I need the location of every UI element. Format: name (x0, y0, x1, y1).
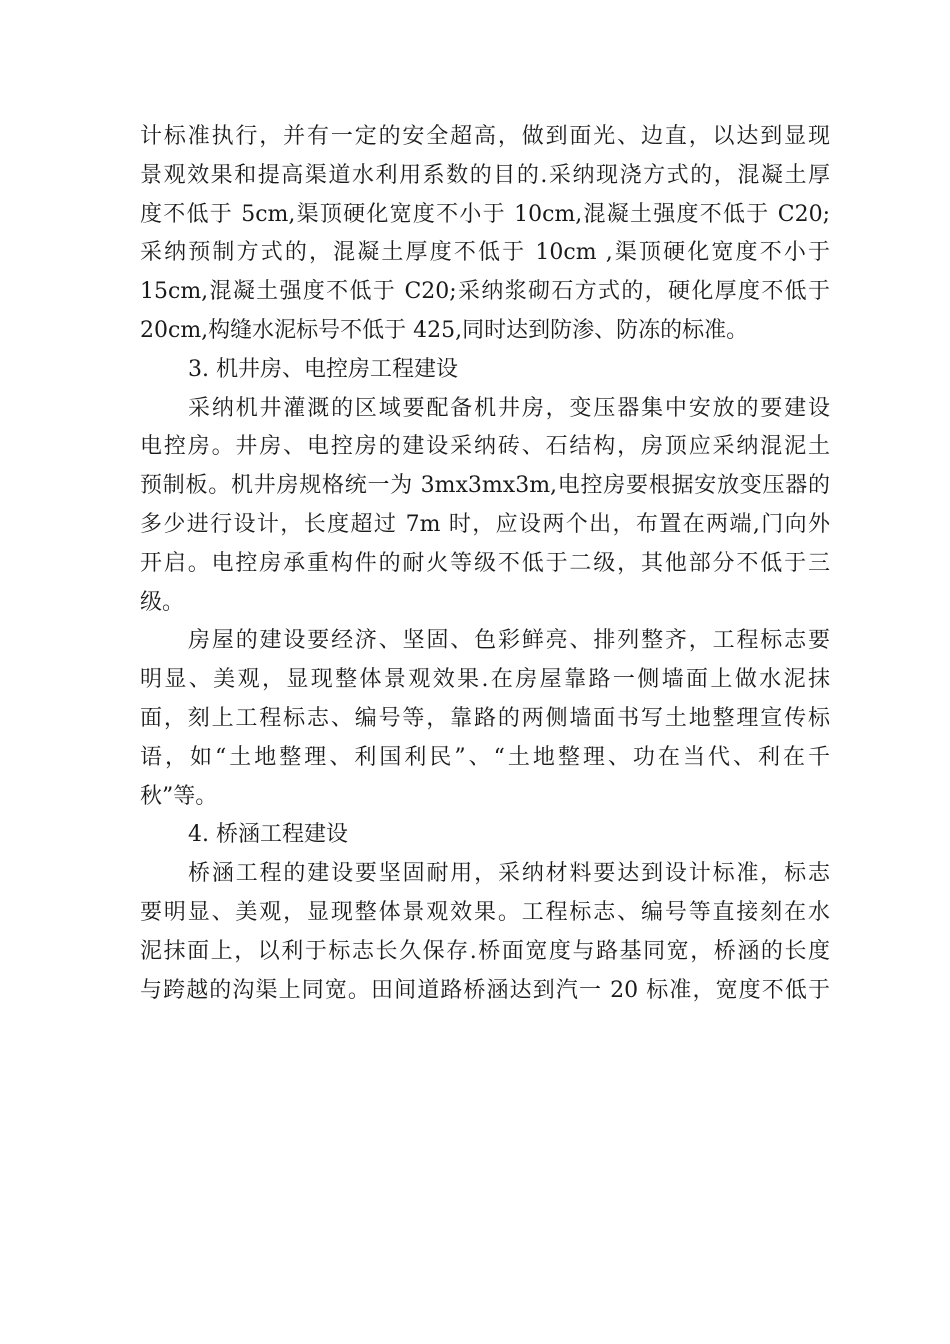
text-line: 度不低于 5cm,渠顶硬化宽度不小于 10cm,混凝土强度不低于 C20; (140, 201, 830, 227)
text-line: 多少进行设计，长度超过 7m 时，应设两个出，布置在两端,门向外 (140, 511, 830, 537)
text-line: 秋”等。 (140, 783, 218, 809)
text-line: 3. 机井房、电控房工程建设 (188, 356, 458, 382)
text-line: 桥涵工程的建设要坚固耐用，采纳材料要达到设计标准，标志 (188, 861, 830, 887)
text-line: 计标准执行，并有一定的安全超高，做到面光、边直，以达到显现 (140, 124, 830, 149)
text-line: 采纳预制方式的，混凝土厚度不低于 10cm ,渠顶硬化宽度不小于 (140, 240, 830, 266)
text-line: 级。 (140, 589, 185, 615)
text-line: 要明显、美观，显现整体景观效果。工程标志、编号等直接刻在水 (140, 899, 830, 925)
text-line: 房屋的建设要经济、坚固、色彩鲜亮、排列整齐，工程标志要 (188, 628, 830, 654)
text-line: 面，刻上工程标志、编号等，靠路的两侧墙面书写土地整理宣传标 (140, 705, 830, 731)
body-paragraph (140, 390, 830, 623)
text-line: 明显、美观，显现整体景观效果.在房屋靠路一侧墙面上做水泥抹 (140, 667, 830, 693)
text-line: 15cm,混凝土强度不低于 C20;采纳浆砌石方式的，硬化厚度不低于 (140, 279, 830, 305)
body-paragraph (140, 855, 830, 1010)
text-line: 景观效果和提高渠道水利用系数的目的.采纳现浇方式的，混凝土厚 (140, 162, 830, 188)
text-line: 开启。电控房承重构件的耐火等级不低于二级，其他部分不低于三 (140, 550, 830, 576)
text-line: 与跨越的沟渠上同宽。田间道路桥涵达到汽一 20 标准，宽度不低于 (140, 977, 830, 1003)
section-heading (140, 816, 830, 855)
text-line: 4. 桥涵工程建设 (188, 822, 348, 848)
text-line: 泥抹面上，以利于标志长久保存.桥面宽度与路基同宽，桥涵的长度 (140, 938, 830, 964)
text-line: 采纳机井灌溉的区域要配备机井房，变压器集中安放的要建设 (188, 395, 830, 421)
section-heading (140, 351, 830, 390)
body-paragraph (140, 622, 830, 816)
body-paragraph (140, 118, 830, 351)
text-line: 预制板。机井房规格统一为 3mx3mx3m,电控房要根据安放变压器的 (140, 473, 830, 499)
text-line: 20cm,构缝水泥标号不低于 425,同时达到防渗、防冻的标准。 (140, 317, 749, 343)
text-line: 语，如“土地整理、利国利民”、“土地整理、功在当代、利在千 (140, 744, 830, 770)
document-page (140, 118, 830, 1010)
text-line: 电控房。井房、电控房的建设采纳砖、石结构，房顶应采纳混泥土 (140, 434, 830, 460)
